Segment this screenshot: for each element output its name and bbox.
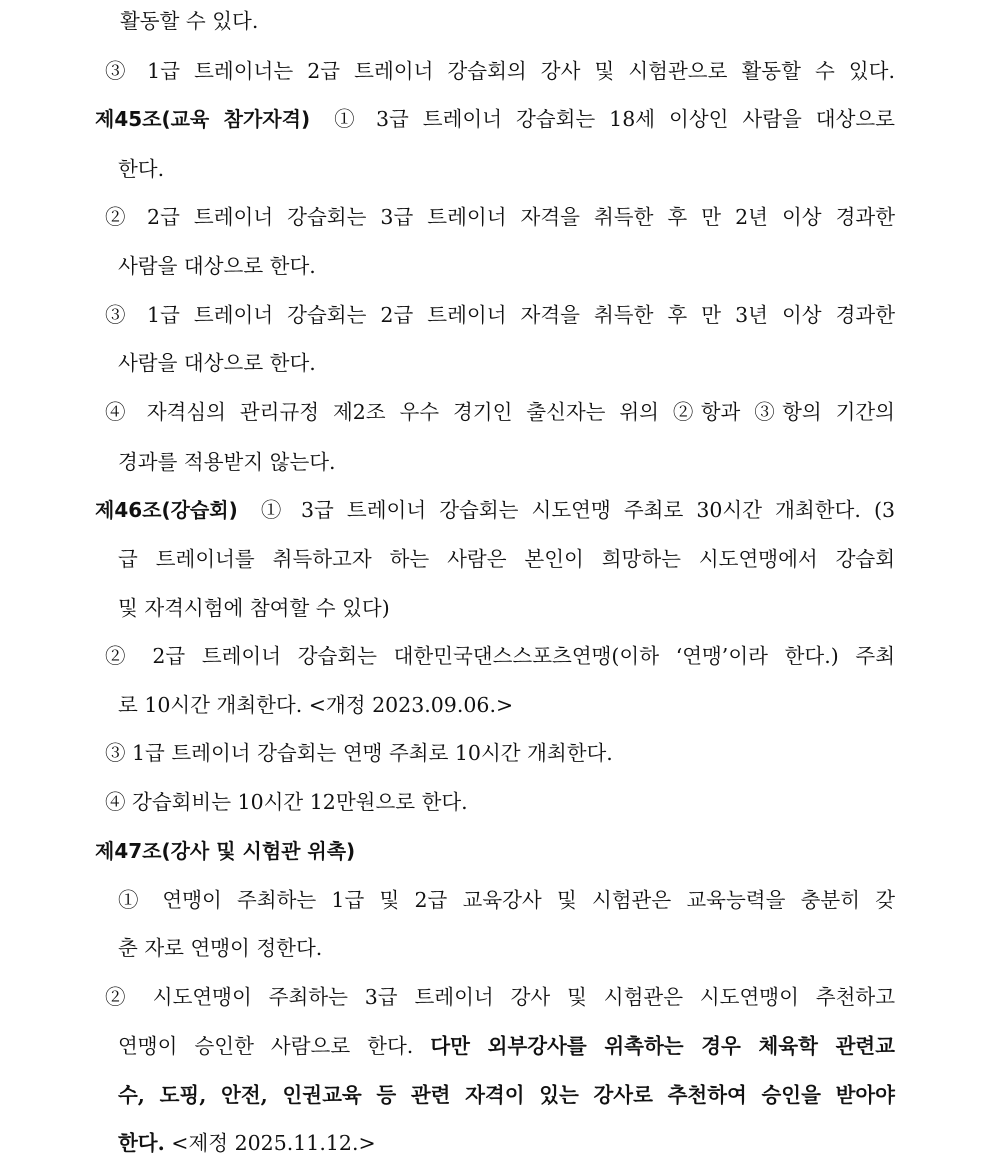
text-line <box>118 1031 895 1061</box>
text-line: 한다. <box>118 157 165 181</box>
text-line: 사람을 대상으로 한다. <box>118 351 316 375</box>
article-46-clause-3: ③ 1급 트레이너 강습회는 연맹 주최로 10시간 개최한다. <box>105 741 613 765</box>
article-47-clause-2: ② 시도연맹이 주최하는 3급 트레이너 강사 및 시험관은 시도연맹이 추천하고 <box>105 985 895 1009</box>
article-47-heading: 제47조(강사 및 시험관 위촉) <box>95 839 356 863</box>
article-46-clause-4: ④ 강습회비는 10시간 12만원으로 한다. <box>105 790 468 814</box>
amendment-note: <제정 2025.11.12.> <box>171 1131 376 1155</box>
bold-text-line: 수, 도핑, 안전, 인권교육 등 관련 자격이 있는 강사로 추천하여 승인을 받아야 <box>118 1083 895 1107</box>
text-line: 및 자격시험에 참여할 수 있다) <box>118 596 390 620</box>
text-run: ① 3급 트레이너 강습회는 시도연맹 주최로 30시간 개최한다. (3 <box>260 498 895 522</box>
text-line: 활동할 수 있다. <box>120 9 259 33</box>
article-45-clause-2: ② 2급 트레이너 강습회는 3급 트레이너 자격을 취득한 후 만 2년 이상 경과한 <box>105 205 895 229</box>
article-46-clause-1 <box>95 495 895 525</box>
text-line: 사람을 대상으로 한다. <box>118 254 316 278</box>
text-line: 로 10시간 개최한다. <개정 2023.09.06.> <box>118 693 514 717</box>
article-44-clause-3: ③ 1급 트레이너는 2급 트레이너 강습회의 강사 및 시험관으로 활동할 수 있다. <box>105 59 895 83</box>
text-line: 춘 자로 연맹이 정한다. <box>118 936 323 960</box>
article-47-clause-1: ① 연맹이 주최하는 1급 및 2급 교육강사 및 시험관은 교육능력을 충분히 갖 <box>118 888 895 912</box>
article-46-heading: 제46조(강습회) <box>95 498 238 522</box>
article-47-title-line <box>95 836 365 866</box>
article-45-clause-1 <box>95 104 895 134</box>
text-run: ① 3급 트레이너 강습회는 18세 이상인 사람을 대상으로 <box>334 107 895 131</box>
text-line: 경과를 적용받지 않는다. <box>118 450 336 474</box>
text-line: 급 트레이너를 취득하고자 하는 사람은 본인이 희망하는 시도연맹에서 강습회 <box>118 547 895 571</box>
article-45-clause-4: ④ 자격심의 관리규정 제2조 우수 경기인 출신자는 위의 ②항과 ③항의 기간의 <box>105 400 895 424</box>
text-run: 연맹이 승인한 사람으로 한다. <box>118 1034 414 1058</box>
bold-text-run: 한다. <box>118 1131 165 1155</box>
article-45-heading: 제45조(교육 참가자격) <box>95 107 311 131</box>
text-line <box>118 1128 376 1158</box>
bold-text-run: 다만 외부강사를 위촉하는 경우 체육학 관련교 <box>430 1034 895 1058</box>
article-45-clause-3: ③ 1급 트레이너 강습회는 2급 트레이너 자격을 취득한 후 만 3년 이상 경과한 <box>105 303 895 327</box>
article-46-clause-2: ② 2급 트레이너 강습회는 대한민국댄스스포츠연맹(이하 ‘연맹’이라 한다.) 주최 <box>105 644 895 668</box>
